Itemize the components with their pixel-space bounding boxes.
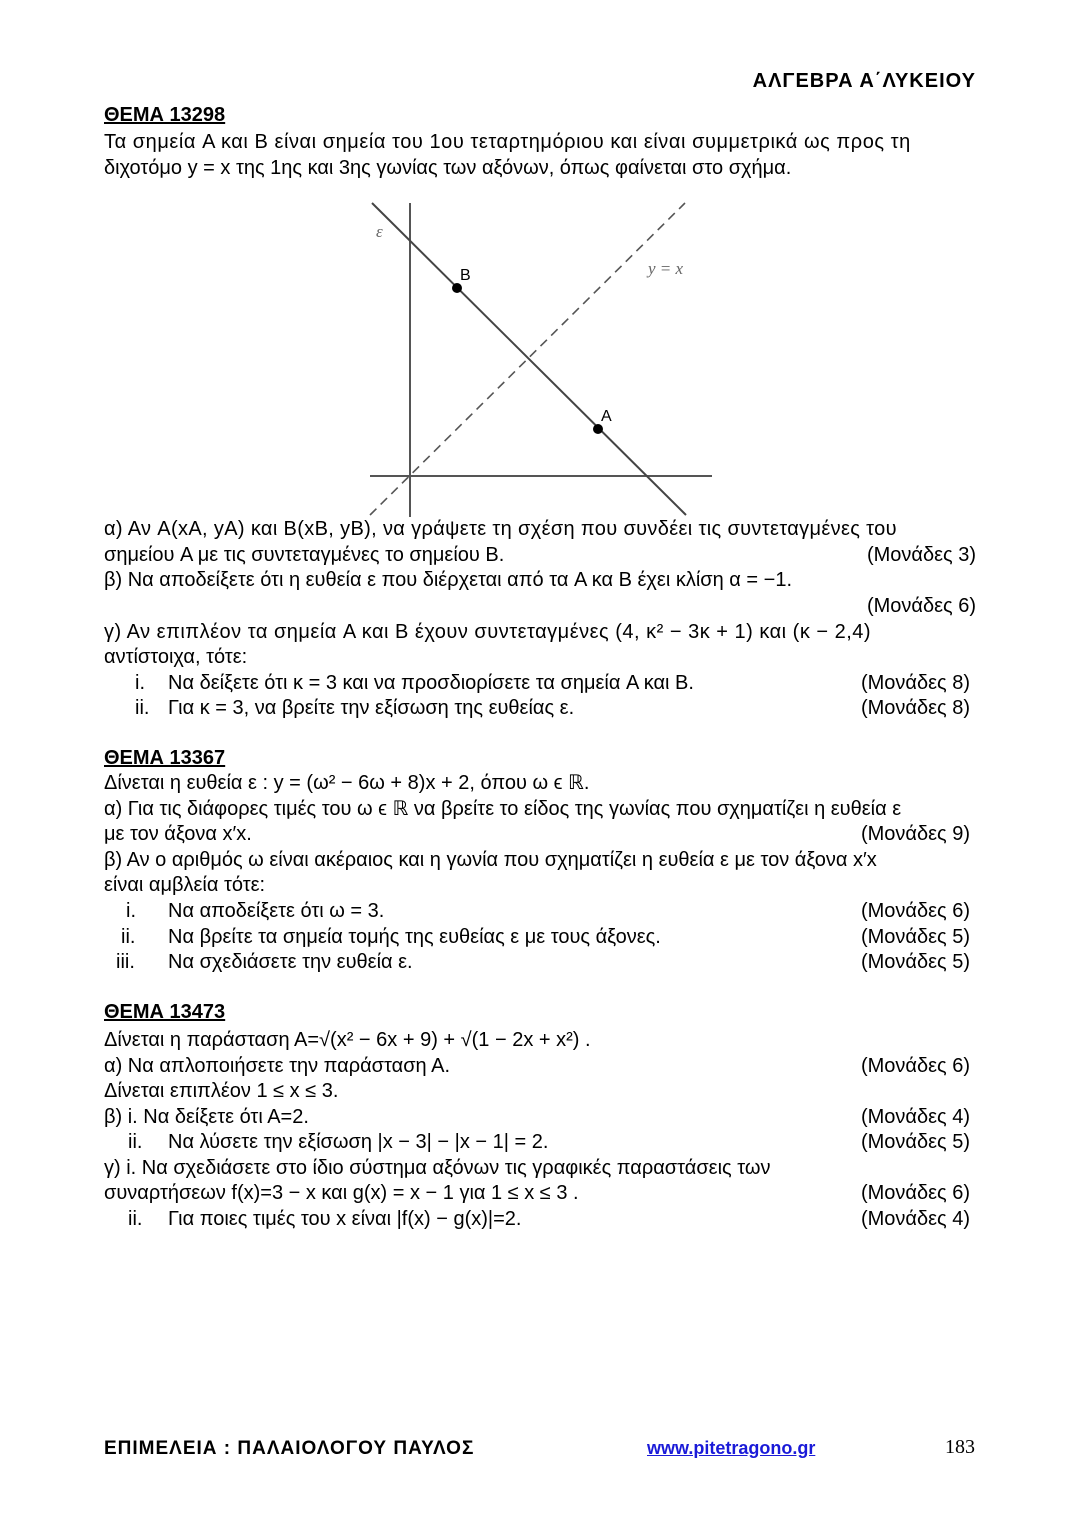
label-epsilon: ε bbox=[376, 222, 383, 241]
theme-2-question-b-iii-marks: (Μονάδες 5) bbox=[860, 951, 970, 973]
theme-2-question-b-iii-text: Να σχεδιάσετε την ευθεία ε. bbox=[168, 951, 413, 973]
label-y-equals-x: y = x bbox=[648, 259, 684, 278]
theme-1-question-a-line-1: α) Αν A(xA, yA) και B(xB, yB), να γράψετε τη σχέση που συνδέει τις συντεταγμένες του bbox=[104, 518, 897, 540]
theme-2-intro: Δίνεται η ευθεία ε : y = (ω² − 6ω + 8)x + 2, όπου ω ϵ ℝ. bbox=[104, 772, 590, 794]
theme-3-question-a-marks: (Μονάδες 6) bbox=[860, 1055, 970, 1077]
theme-2-title: ΘΕΜΑ 13367 bbox=[104, 747, 226, 769]
theme-2-question-b-ii-number: ii. bbox=[121, 926, 136, 948]
theme-1-intro-line-1: Τα σημεία A και B είναι σημεία του 1ου τεταρτημόριου και είναι συμμετρικά ως προς τη bbox=[104, 131, 911, 153]
theme-3-question-c-i-line-1: γ) i. Να σχεδιάσετε στο ίδιο σύστημα αξόνων τις γραφικές παραστάσεις των bbox=[104, 1157, 771, 1179]
theme-1-question-c-ii-text: Για κ = 3, να βρείτε την εξίσωση της ευθείας ε. bbox=[168, 697, 575, 719]
theme-3-question-b-i-marks: (Μονάδες 4) bbox=[860, 1106, 970, 1128]
theme-3-question-b-i: β) i. Να δείξετε ότι Α=2. bbox=[104, 1106, 309, 1128]
theme-3-question-c-ii-number: ii. bbox=[128, 1208, 143, 1230]
theme-3-question-b-ii-text: Να λύσετε την εξίσωση |x − 3| − |x − 1| = 2. bbox=[168, 1131, 549, 1153]
footer-website-link[interactable]: www.pitetragono.gr bbox=[647, 1438, 816, 1458]
theme-1-question-c-ii-marks: (Μονάδες 8) bbox=[860, 697, 970, 719]
theme-2-question-a-line-1: α) Για τις διάφορες τιμές του ω ϵ ℝ να βρείτε το είδος της γωνίας που σχηματίζει η ευθεία ε bbox=[104, 798, 902, 820]
theme-3-question-b-ii-marks: (Μονάδες 5) bbox=[860, 1131, 970, 1153]
theme-3-question-c-i-line-2: συναρτήσεων f(x)=3 − x και g(x) = x − 1 για 1 ≤ x ≤ 3 . bbox=[104, 1182, 579, 1204]
theme-1-question-a-marks: (Μονάδες 3) bbox=[866, 544, 976, 566]
theme-2-question-a-marks: (Μονάδες 9) bbox=[860, 823, 970, 845]
theme-2-question-b-i-marks: (Μονάδες 6) bbox=[860, 900, 970, 922]
theme-1-figure bbox=[360, 195, 730, 525]
theme-2-question-b-line-2: είναι αμβλεία τότε: bbox=[104, 874, 266, 896]
theme-3-question-a: α) Να απλοποιήσετε την παράσταση Α. bbox=[104, 1055, 451, 1077]
theme-2-question-b-i-number: i. bbox=[126, 900, 136, 922]
theme-3-given: Δίνεται επιπλέον 1 ≤ x ≤ 3. bbox=[104, 1080, 339, 1102]
theme-2-question-b-iii-number: iii. bbox=[116, 951, 135, 973]
theme-2-question-b-ii-marks: (Μονάδες 5) bbox=[860, 926, 970, 948]
footer-editor: ΕΠΙΜΕΛΕΙΑ : ΠΑΛΑΙΟΛΟΓΟΥ ΠΑΥΛΟΣ bbox=[104, 1438, 475, 1459]
theme-3-title: ΘΕΜΑ 13473 bbox=[104, 1001, 226, 1023]
theme-3-question-c-i-marks: (Μονάδες 6) bbox=[860, 1182, 970, 1204]
theme-2-question-b-i-text: Να αποδείξετε ότι ω = 3. bbox=[168, 900, 385, 922]
point-a bbox=[593, 424, 603, 434]
theme-1-intro-line-2: διχοτόμο y = x της 1ης και 3ης γωνίας των αξόνων, όπως φαίνεται στο σχήμα. bbox=[104, 157, 792, 179]
label-b: B bbox=[460, 267, 471, 284]
theme-3-question-c-ii-marks: (Μονάδες 4) bbox=[860, 1208, 970, 1230]
theme-3-question-c-ii-text: Για ποιες τιμές του x είναι |f(x) − g(x)|=2. bbox=[168, 1208, 522, 1230]
theme-1-question-c-ii-number: ii. bbox=[135, 697, 150, 719]
theme-2-question-b-line-1: β) Αν ο αριθμός ω είναι ακέραιος και η γωνία που σχηματίζει η ευθεία ε με τον άξονα x′x bbox=[104, 849, 877, 871]
theme-1-question-c-i-marks: (Μονάδες 8) bbox=[860, 672, 970, 694]
label-a: A bbox=[601, 408, 612, 425]
theme-1-question-c-line-2: αντίστοιχα, τότε: bbox=[104, 646, 248, 668]
theme-1-question-a-line-2: σημείου A με τις συντεταγμένες το σημείου B. bbox=[104, 544, 505, 566]
theme-3-intro: Δίνεται η παράσταση Α=√(x² − 6x + 9) + √(1 − 2x + x²) . bbox=[104, 1029, 591, 1051]
theme-1-question-c-i-number: i. bbox=[135, 672, 145, 694]
page-number: 183 bbox=[945, 1436, 975, 1458]
theme-2-question-b-ii-text: Να βρείτε τα σημεία τομής της ευθείας ε με τους άξονες. bbox=[168, 926, 661, 948]
point-b bbox=[452, 283, 462, 293]
theme-1-title: ΘΕΜΑ 13298 bbox=[104, 104, 226, 126]
theme-1-question-c-line-1: γ) Αν επιπλέον τα σημεία A και B έχουν συντεταγμένες (4, κ² − 3κ + 1) και (κ − 2,4) bbox=[104, 621, 872, 643]
theme-1-question-c-i-text: Να δείξετε ότι κ = 3 και να προσδιορίσετε τα σημεία A και B. bbox=[168, 672, 694, 694]
book-title: ΑΛΓΕΒΡΑ Α΄ΛΥΚΕΙΟΥ bbox=[752, 70, 976, 92]
theme-1-question-b-marks: (Μονάδες 6) bbox=[866, 595, 976, 617]
theme-3-question-b-ii-number: ii. bbox=[128, 1131, 143, 1153]
theme-2-question-a-line-2: με τον άξονα x′x. bbox=[104, 823, 252, 845]
theme-1-question-b: β) Να αποδείξετε ότι η ευθεία ε που διέρχεται από τα A κα B έχει κλίση α = −1. bbox=[104, 569, 793, 591]
line-epsilon bbox=[372, 203, 686, 515]
